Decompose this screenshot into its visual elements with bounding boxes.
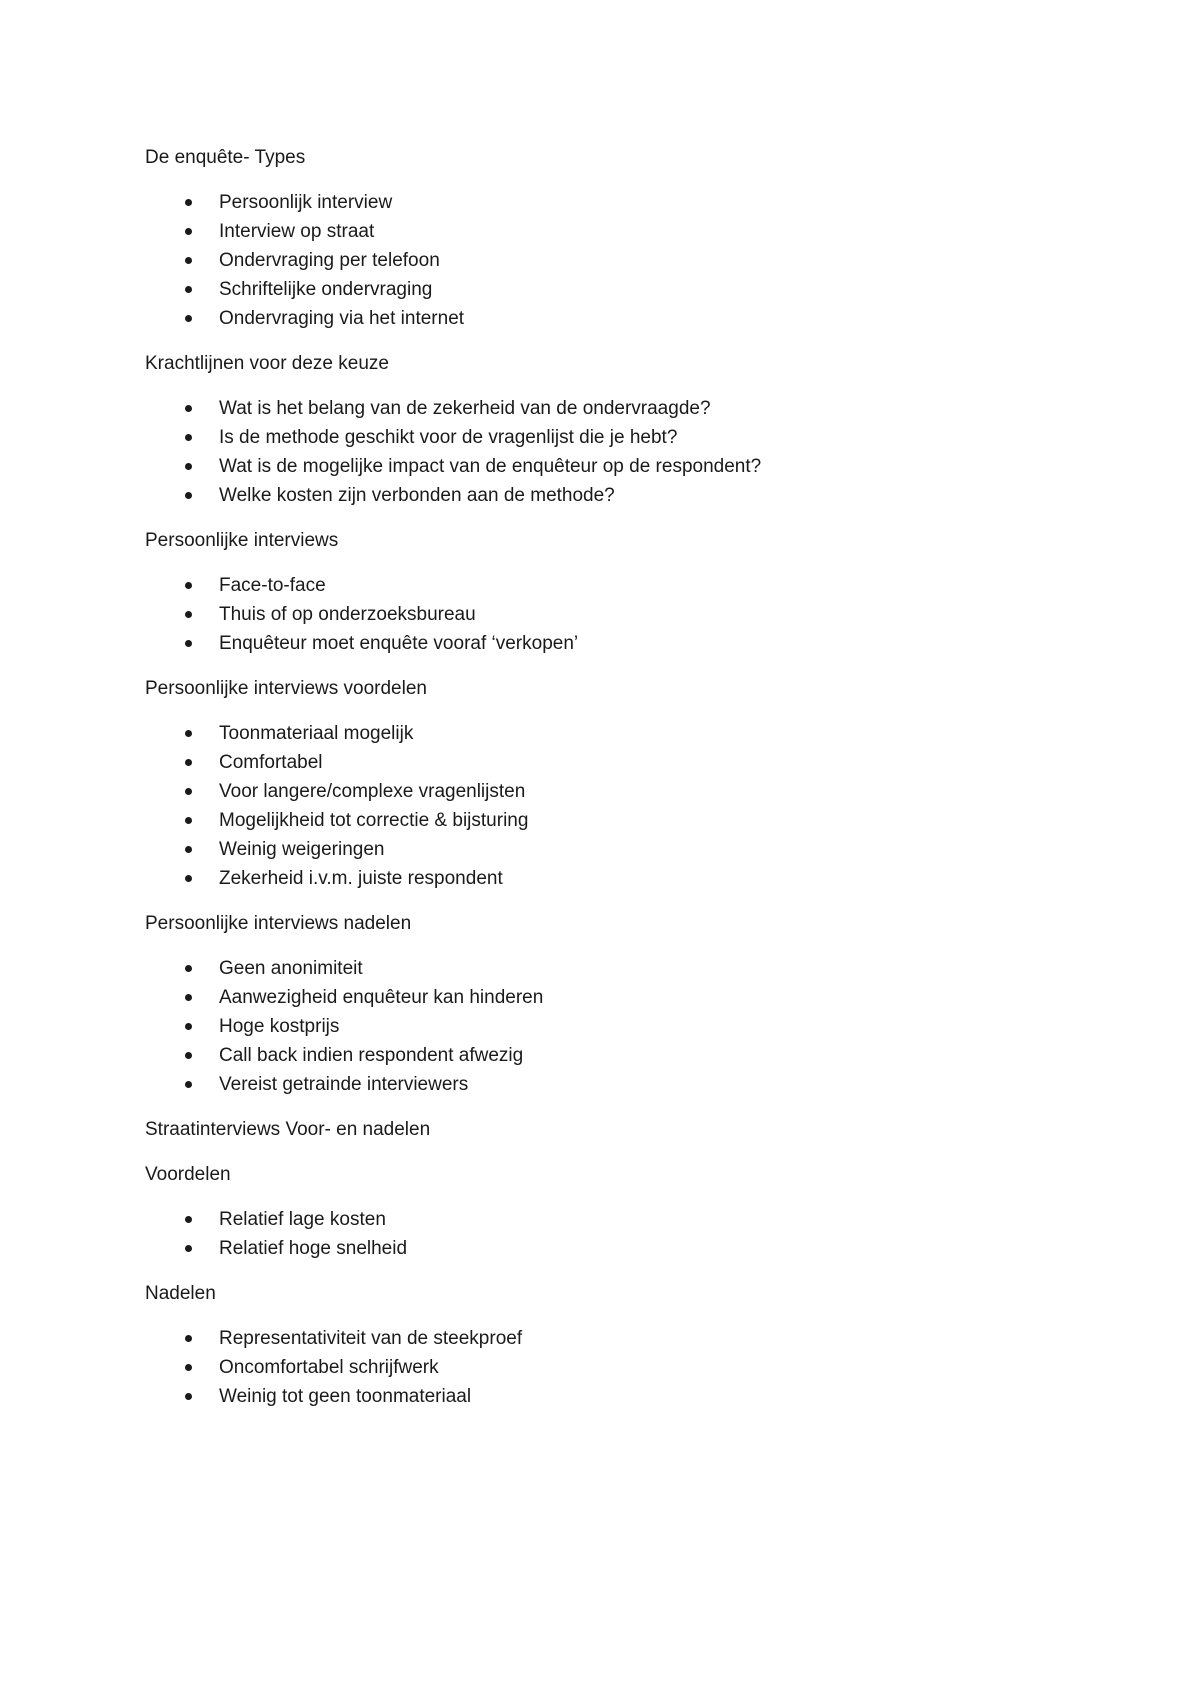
list-item <box>145 1385 1085 1409</box>
list-item <box>145 1073 1085 1097</box>
list-item <box>145 722 1085 746</box>
bullet-list <box>145 191 1085 331</box>
section-heading: Krachtlijnen voor deze keuze <box>145 353 389 374</box>
bullet-list <box>145 574 1085 656</box>
list-item-text: Enquêteur moet enquête vooraf ‘verkopen’ <box>219 633 579 654</box>
list-item-text: Weinig tot geen toonmateriaal <box>219 1386 472 1407</box>
section-heading: Persoonlijke interviews <box>145 530 339 551</box>
list-item-text: Relatief lage kosten <box>219 1209 386 1230</box>
bullet-icon <box>185 640 192 647</box>
list-item <box>145 455 1085 479</box>
bullet-icon <box>185 759 192 766</box>
list-item-text: Is de methode geschikt voor de vragenlijst die je hebt? <box>219 427 678 448</box>
bullet-icon <box>185 1216 192 1223</box>
section-heading: De enquête- Types <box>145 147 306 168</box>
list-item-text: Vereist getrainde interviewers <box>219 1074 469 1095</box>
list-item-text: Relatief hoge snelheid <box>219 1238 408 1259</box>
list-item <box>145 867 1085 891</box>
list-item-text: Weinig weigeringen <box>219 839 385 860</box>
list-item-text: Schriftelijke ondervraging <box>219 279 433 300</box>
bullet-list <box>145 1327 1085 1409</box>
list-item-text: Zekerheid i.v.m. juiste respondent <box>219 868 503 889</box>
list-item <box>145 1044 1085 1068</box>
bullet-icon <box>185 1335 192 1342</box>
section-heading: Voordelen <box>145 1164 231 1185</box>
bullet-icon <box>185 1393 192 1400</box>
list-item <box>145 603 1085 627</box>
bullet-icon <box>185 199 192 206</box>
list-item <box>145 220 1085 244</box>
list-item-text: Aanwezigheid enquêteur kan hinderen <box>219 987 544 1008</box>
list-item-text: Voor langere/complexe vragenlijsten <box>219 781 526 802</box>
list-item <box>145 780 1085 804</box>
list-item-text: Face-to-face <box>219 575 326 596</box>
list-item <box>145 1327 1085 1351</box>
list-item-text: Ondervraging via het internet <box>219 308 465 329</box>
list-item <box>145 1208 1085 1232</box>
list-item-text: Geen anonimiteit <box>219 958 363 979</box>
bullet-icon <box>185 257 192 264</box>
bullet-icon <box>185 492 192 499</box>
list-item <box>145 986 1085 1010</box>
bullet-list <box>145 397 1085 508</box>
bullet-icon <box>185 405 192 412</box>
bullet-icon <box>185 994 192 1001</box>
bullet-icon <box>185 788 192 795</box>
bullet-icon <box>185 875 192 882</box>
list-item-text: Comfortabel <box>219 752 323 773</box>
section-heading: Persoonlijke interviews voordelen <box>145 678 427 699</box>
bullet-icon <box>185 846 192 853</box>
list-item <box>145 249 1085 273</box>
list-item <box>145 1356 1085 1380</box>
list-item <box>145 397 1085 421</box>
list-item <box>145 484 1085 508</box>
list-item-text: Oncomfortabel schrijfwerk <box>219 1357 439 1378</box>
bullet-icon <box>185 1364 192 1371</box>
bullet-list <box>145 1208 1085 1261</box>
bullet-icon <box>185 730 192 737</box>
bullet-icon <box>185 463 192 470</box>
bullet-icon <box>185 1052 192 1059</box>
list-item-text: Interview op straat <box>219 221 375 242</box>
list-item-text: Call back indien respondent afwezig <box>219 1045 524 1066</box>
list-item-text: Wat is het belang van de zekerheid van de ondervraagde? <box>219 398 711 419</box>
list-item-text: Toonmateriaal mogelijk <box>219 723 414 744</box>
section-heading: Persoonlijke interviews nadelen <box>145 913 412 934</box>
bullet-icon <box>185 1023 192 1030</box>
list-item <box>145 1237 1085 1261</box>
list-item <box>145 278 1085 302</box>
bullet-icon <box>185 965 192 972</box>
list-item <box>145 426 1085 450</box>
section-heading: Straatinterviews Voor- en nadelen <box>145 1119 431 1140</box>
list-item <box>145 838 1085 862</box>
list-item <box>145 751 1085 775</box>
bullet-icon <box>185 611 192 618</box>
list-item <box>145 809 1085 833</box>
list-item <box>145 574 1085 598</box>
list-item-text: Ondervraging per telefoon <box>219 250 440 271</box>
list-item-text: Thuis of op onderzoeksbureau <box>219 604 476 625</box>
section-heading: Nadelen <box>145 1283 216 1304</box>
bullet-list <box>145 722 1085 891</box>
list-item-text: Welke kosten zijn verbonden aan de methode? <box>219 485 615 506</box>
list-item <box>145 1015 1085 1039</box>
list-item-text: Wat is de mogelijke impact van de enquêteur op de respondent? <box>219 456 762 477</box>
bullet-icon <box>185 817 192 824</box>
bullet-list <box>145 957 1085 1097</box>
bullet-icon <box>185 228 192 235</box>
bullet-icon <box>185 582 192 589</box>
list-item <box>145 632 1085 656</box>
document-body <box>145 146 1085 1430</box>
list-item <box>145 307 1085 331</box>
list-item-text: Hoge kostprijs <box>219 1016 340 1037</box>
list-item-text: Persoonlijk interview <box>219 192 393 213</box>
bullet-icon <box>185 286 192 293</box>
list-item-text: Mogelijkheid tot correctie & bijsturing <box>219 810 529 831</box>
list-item-text: Representativiteit van de steekproef <box>219 1328 523 1349</box>
bullet-icon <box>185 1081 192 1088</box>
bullet-icon <box>185 434 192 441</box>
list-item <box>145 191 1085 215</box>
list-item <box>145 957 1085 981</box>
bullet-icon <box>185 1245 192 1252</box>
bullet-icon <box>185 315 192 322</box>
